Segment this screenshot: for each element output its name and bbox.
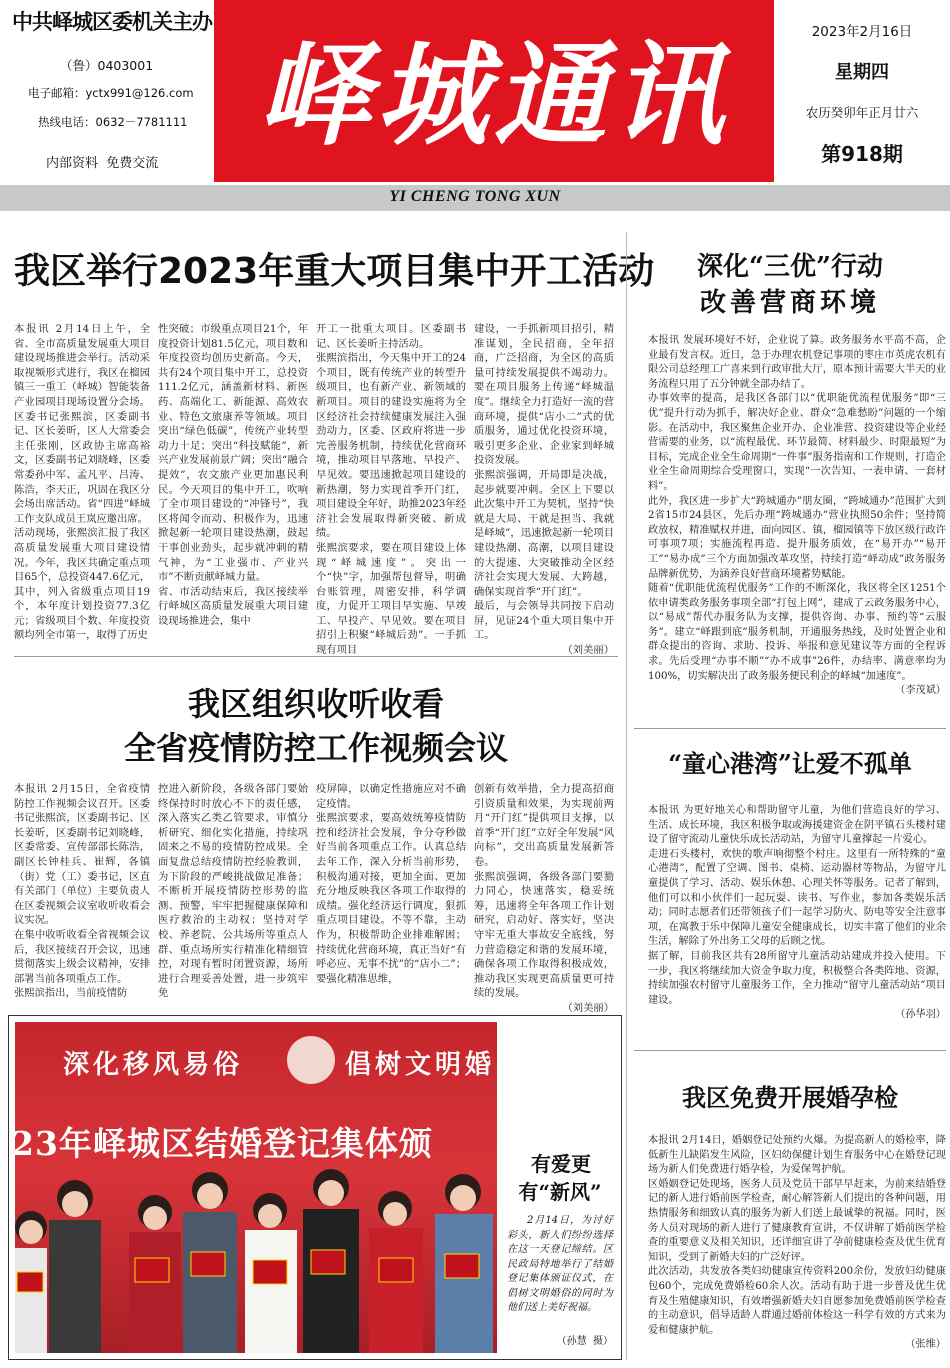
article5-para: 本报讯 2月14日，婚姻登记处预约火爆。为提高新人的婚检率，降低新生儿缺陷发生风险，区妇幼保健计划生育服务中心在婚登记现场为新人们免费进行婚孕检，为爱保驾护航。: [648, 1135, 946, 1176]
article2-headline-line2: 全省疫情防控工作视频会议: [123, 729, 508, 767]
article2-column-4: [474, 782, 614, 1014]
photo-banner-right: 倡树文明婚: [345, 1050, 496, 1080]
article3-byline: （李茂斌）: [895, 685, 946, 697]
paper-title-pinyin: YI CHENG TONG XUN: [389, 188, 561, 205]
issue-date: 2023年2月16日: [811, 24, 913, 40]
article1-column-2: [158, 322, 308, 647]
divider: [634, 728, 946, 729]
sponsor: 中共峄城区委机关主办: [12, 9, 212, 34]
article1-para: 张熙滨要求，要在项目建设上体现“峄城速度”。突出一个“快”字，加强帮包督导，明确台账管理，周密安排，科学调度，力促开工项目早实施、早竣工、早投产、早见效。要在项目招引上积聚“峄城后劲”。一手抓现有项目: [316, 541, 466, 657]
article2-para: 本报讯 2月15日，全省疫情防控工作视频会议召开。区委书记张熙滨，区委副书记、区长姜昕，区委副书记刘晓峰，区委常委、宣传部部长陈浩，副区长钟桂兵、崔辉，各镇（街）党（工）委书记，区直有关部门（单位）主要负责人在区委视频会议室收听收看会议实况。: [14, 783, 150, 927]
issue-number: 第918期: [821, 142, 903, 166]
article2-headline-line1: 我区组织收听收看: [187, 685, 444, 723]
newlyweds-group: [15, 1022, 497, 1353]
article4-para: 本报讯 为更好地关心和帮助留守儿童，为他们营造良好的学习、生活、成长环境，我区积极争取或海援建资金在阴平镇石头楼村建设了留守流动儿童快乐成长活动站，为留守儿童撑起一片爱心。: [648, 805, 946, 846]
registration-number: （鲁）0403001: [60, 58, 154, 73]
article2-column-3: [316, 782, 466, 1004]
article1-para: 省、市活动结束后，我区接续举行峄城区高质量发展重大项目建设现场推进会，集中: [158, 585, 308, 627]
article3-headline-line1: 深化“三优”行动: [697, 252, 883, 282]
article3-para: 此外，我区进一步扩大“跨城通办”朋友圈，“跨城通办”范围扩大到2省15市24县区，先后办理“跨城通办”营业执照50余件；坚持简政放权，精准赋权并进，面向园区、镇，榴园镇等下放区级行政许可事项7项；实施流程再造、提升服务质效，在“易开办”“易开工”“易办成”三个方面加强改革攻坚，持续打造“峄动成”政务服务品牌新优势，为涵养良好营商环境蓄势赋能。: [648, 495, 946, 580]
article1-byline: （刘美丽）: [562, 644, 614, 657]
masthead-right: [774, 0, 950, 182]
divider: [634, 1050, 946, 1051]
article4-byline: （孙华羽）: [895, 1009, 946, 1021]
wedding-photo: [11, 1022, 497, 1353]
article2-para: 创新有效举措，全力提高招商引资质量和效果，为实现前两月“开门红”提供项目支撑，以首季“开门红”立好全年发展“风向标”，交出高质量发展新答卷。: [474, 783, 614, 868]
article1-para: 活动现场，张熙滨汇报了我区高质量发展重大项目建设情况。今年，我区共确定重点项目65个，总投资447.6亿元，其中，列入省级重点项目19个，本年度计划投资77.3亿元；省级项目个数、年度投资额均列全市第一，取得了历史: [14, 527, 150, 642]
article1-para: 开工一批重大项目。区委副书记、区长姜昕主持活动。: [316, 323, 466, 350]
article5-para: 区婚姻登记处现场，医务人员及党员干部早早赶来，为前来结婚登记的新人进行婚前医学检查，耐心解答新人们提出的各种问题，用热情服务和细致认真的服务为新人们送上最诚挚的祝福。同时，医务人员对现场的新人进行了健康教育宣讲，不仅讲解了婚前医学检查的重要意义及相关知识，还详细宣讲了孕前健康检查及优生优育知识，受到了新婚夫妇的广泛好评。: [648, 1178, 946, 1263]
article1-column-4: [474, 322, 614, 657]
article4-para: 据了解，目前我区共有28所留守儿童活动站建成并投入使用。下一步，我区将继续加大资金争取力度，积极整合各类阵地、资源，持续加强农村留守儿童服务工作，全力推动“留守儿童活动站”项目建设。: [648, 950, 946, 1006]
photo-credit: （孙慧 摄）: [556, 1336, 613, 1347]
photo-caption-title-line1: 有爱更: [531, 1152, 591, 1176]
article2-para: 在集中收听收看全省视频会议后，我区接续召开会议，迅速贯彻落实上级会议精神，安排部署当前各项重点工作。: [14, 928, 150, 985]
photo-caption-title-line2: 有“新风”: [518, 1180, 602, 1204]
article1-para: 本报讯 2月14日上午，全省、全市高质量发展重大项目建设现场推进会举行。活动采取视频形式进行，我区在榴园镇三一重工（峄城）智能装备产业园项目现场设置分会场。区委书记张熙滨，区委副书记、区长姜昕，区人大常委会主任张刚，区政协主席高裕文，区委副书记刘晓峰，区委常委孙中军、孟凡平、吕涛、陈浩，李天正，巩固在我区分会场出席活动。省“四进”峄城工作支队成员王岚应邀出席。: [14, 323, 150, 525]
article4-headline: “童心港湾”让爱不孤单: [668, 749, 912, 778]
article4-body: [648, 804, 946, 1036]
divider: [14, 656, 618, 657]
photo-caption-body: 2月14日，为讨好彩头，新人们纷纷选择在这一天登记缔结。区民政局特地举行了结婚登记集体颁证仪式，在倡树文明婚俗的同时为他们送上美好祝福。: [507, 1215, 613, 1313]
lunar-date: 农历癸卯年正月廿六: [805, 105, 919, 120]
email: 电子邮箱：yctx991@126.com: [28, 86, 194, 100]
article2-para: 控进入新阶段，各级各部门要始终保持时时放心不下的责任感，深入落实乙类乙管要求，审慎分析研究、细化实化措施，持续巩固来之不易的疫情防控成果。全面复盘总结疫情防控经验教训，为下阶段的严峻挑战做足准备；不断析开展疫情防控形势的监测、预警，牢牢把握健康保障和医疗救治的主动权；坚持对学校、养老院、公共场所等重点人群、重点场所实行精准化精细管控，对现有暂时闭置资源，场所进行合理妥善处置，进一步筑牢免: [158, 783, 308, 1000]
article5-body: [648, 1134, 946, 1360]
article1-para: 性突破；市级重点项目21个，年度投资计划81.5亿元，项目数和年度投资均创历史新高。今天，共有24个项目集中开工，总投资111.2亿元，涵盖新材料、新医药、高端化工、新能源、高效农业、特色文旅康养等领域。项目突出“绿色低碳”，传统产业转型动力十足；突出“科技赋能”，新兴产业发展前景广阔；突出“融合提效”，农文旅产业更加惠民利民。今天项目的集中开工，吹响了全市项目建设的“冲锋号”，我区将闻令而动、积极作为，迅速掀起新一轮项目建设热潮，鼓起干事创业劲头，起步就冲刺的精气神，为“工业强市、产业兴市”不断贡献峄城力量。: [158, 323, 308, 584]
column-divider: [626, 232, 627, 1360]
article5-headline: 我区免费开展婚孕检: [682, 1083, 898, 1112]
article2-para: 张熙滨强调，各级各部门要勠力同心，快速落实，稳妥统筹，迅速将全年各项工作计划研究，启动好、落实好，坚决守牢无重大事故安全底线，努力营造稳定和谐的发展环境，确保各项工作取得积极成效，推动我区实现更高质量更可持续的发展。: [474, 870, 614, 1000]
article1-column-1: [14, 322, 150, 647]
phone: 热线电话：0632－7781111: [38, 115, 188, 129]
paper-title: 峄城通讯: [258, 30, 730, 161]
article1-para: 张熙滨强调，开局即是决战，起步就要冲刺。全区上下要以此次集中开工为契机，坚持“快就是大局、干就是担当、我就是峄城”，迅速掀起新一轮项目建设热潮、高潮，以项目建设的大提速、大突破推动全区经济社会实现大发展、大跨越，确保实现首季“开门红”。: [474, 468, 614, 598]
article1-para: 最后，与会领导共同按下启动屏，见证24个重大项目集中开工。: [474, 600, 614, 642]
photo-backdrop-text: 23年峄城区结婚登记集体颁: [11, 1124, 433, 1163]
article1-headline: 我区举行2023年重大项目集中开工活动: [14, 251, 655, 292]
masthead-red-banner: [214, 0, 774, 182]
article3-body: [648, 334, 946, 714]
article1-para: 建设，一手抓新项目招引，精准谋划，全民招商，全年招商，广泛招商，为全区的高质量可持续发展提供不竭动力。要在项目服务上传递“峄城温度”。继续全力打造好一流的营商环境，提供“店小二”式的优质服务，通过优化投资环境，吸引更多企业、企业家到峄城投资发展。: [474, 323, 614, 467]
article5-para: 此次活动，共发放各类妇幼健康宣传资料200余份，发放妇幼健康包60个，完成免费婚检60余人次。活动有助于进一步普及优生优育及生殖健康知识，有效增强新婚夫妇自愿参加免费婚前医学检查的主动意识，倡导适龄人群通过婚前体检这一科学有效的方式来为爱和健康护航。: [648, 1266, 946, 1336]
article2-para: 张熙滨要求，要高效统筹疫情防控和经济社会发展，争分夺秒做好当前各项重点工作。认真总结去年工作，深入分析当前形势，积极沟通对接，更加全面、更加充分地反映我区各项工作取得的成绩。强化经济运行调度，狠抓重点项目建设。不等不靠，主动作为，积极帮助企业排难解困；持续优化营商环境，真正当好“有呼必应、无事不扰”的“店小二”；要强化精准思维，: [316, 812, 466, 985]
article3-headline-line2: 改善营商环境: [699, 288, 880, 318]
circulation-note: 内部资料 免费交流: [46, 156, 159, 171]
photo-feature-box: [8, 1015, 622, 1360]
article5-byline: （张维）: [905, 1339, 946, 1351]
article2-column-2: [158, 782, 308, 1004]
masthead-left: [0, 0, 214, 182]
article2-para: 疫屏障，以确定性措施应对不确定疫情。: [316, 783, 466, 810]
article1-column-3: [316, 322, 466, 657]
weekday: 星期四: [835, 62, 889, 83]
article3-para: 随着“优职能优流程优服务”工作的不断深化，我区将全区1251个依申请类政务服务事项全部“打包上网”，建成了云政务服务中心，以“易成”帮代办服务队为支撑，提供咨询、办事、预约等“云服务”。建立“峄跟到底”服务机制，开通服务热线，及时处置企业和群众提出的咨询、求助、投诉、举报和意见建议等方面的全程诉求。先后受理“办事不顺”“办不成事”26件，办结率、满意率均为100%，切实解决出了政务服务便民利企的峄城“加速度”。: [648, 583, 946, 682]
article4-para: 走进石头楼村，欢快的歌声响彻整个村庄。这里有一所特殊的“童心港湾”，配置了空调、图书、桌椅、运动器材等物品，为留守儿童提供了学习、活动、娱乐休憩、心理关怀等服务。记者了解到，他们可以和小伙伴们一起玩耍、读书、写作业，参加各类娱乐活动；同时志愿者们还带领孩子们一起学习防火、防电等安全注意事项，在寓教于乐中保障儿童安全健康成长，切实丰富了他们的业余生活，解除了外出务工父母的后顾之忧。: [648, 848, 946, 948]
article3-para: 办事效率的提高，是我区各部门以“优职能优流程优服务”即“三优”提升行动为抓手，解决好企业、群众“急难愁盼”问题的一个缩影。在活动中，我区聚焦企业开办、企业准营、投资建设等企业经营需要的业务，以“流程最优、环节最简、材料最少、时限最短”为目标，完成企业全生命周期“一件事”服务指南和工作规则，打造企业全生命周期综合受理窗口，实现“一次告知、一表申请、一套材料”。: [648, 393, 946, 492]
photo-banner-left: 深化移风易俗: [63, 1050, 244, 1080]
article2-byline: （刘美丽）: [562, 1001, 614, 1014]
article2-column-1: [14, 782, 150, 1004]
pinyin-band: [0, 185, 950, 211]
article2-para: 张熙滨指出，当前疫情防: [14, 987, 128, 1000]
article3-para: 本报讯 发展环境好不好，企业说了算。政务服务水平高不高，企业最有发言权。近日，急于办理农机登记事项的枣庄市英虎农机有限公司总经理工广喜来到行政审批大厅，原本预计需要大半天的业务流程只用了五分钟就全部办结了。: [648, 335, 946, 390]
article1-para: 张熙滨指出，今天集中开工的24个项目，既有传统产业的转型升级项目，也有新产业、新领域的新项目。项目的建设实施将为全区经济社会持续健康发展注入强劲动力，区委、区政府将进一步完善服务机制，持续优化营商环境，推动项目早落地、早投产、早见效。要迅速掀起项目建设的新热潮，努力实现首季开门红，项目建设全年好，助推2023年经济社会发展取得新突破、新成绩。: [316, 352, 466, 540]
